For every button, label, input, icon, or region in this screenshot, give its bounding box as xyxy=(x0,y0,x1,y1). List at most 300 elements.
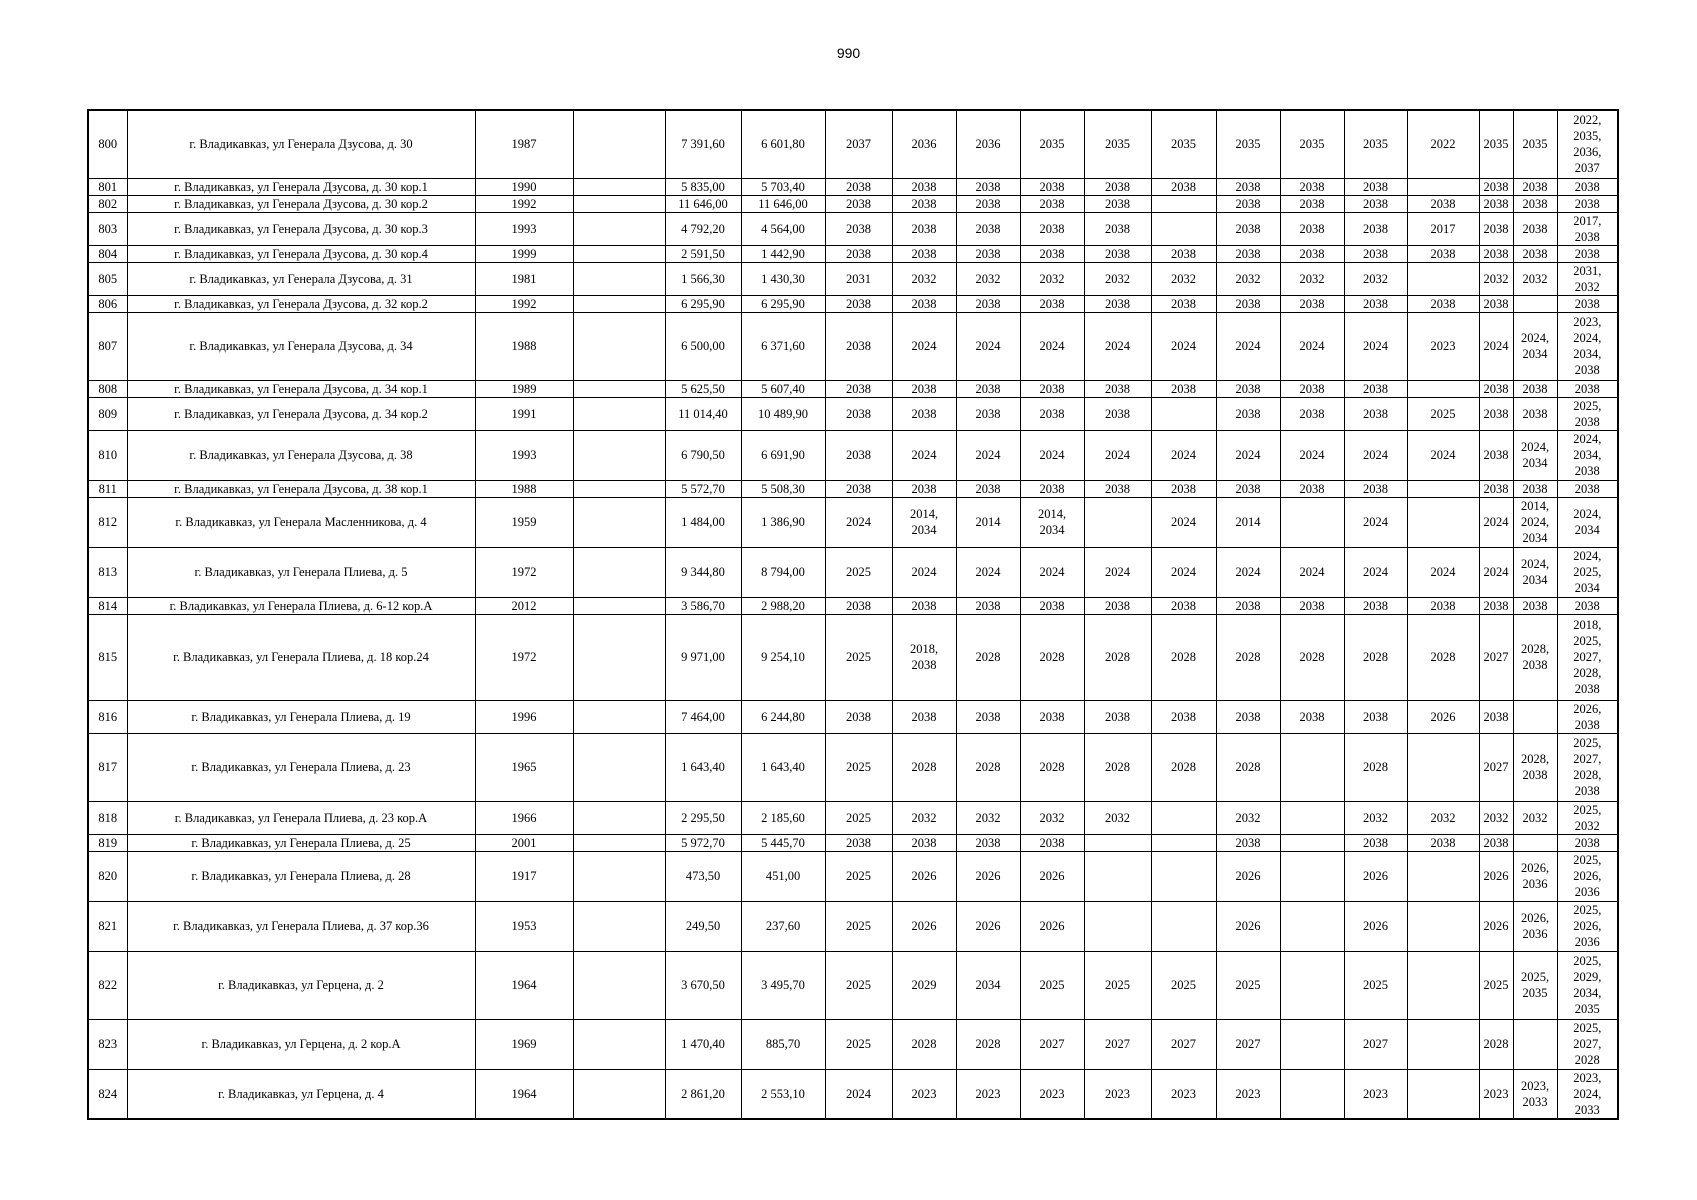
repair-year-cell: 2032 xyxy=(1020,262,1084,295)
repair-year-cell: 2025 xyxy=(1344,951,1407,1019)
living-area-cell: 1 442,90 xyxy=(741,245,825,262)
repair-year-cell: 2038 xyxy=(1084,195,1151,212)
summary-years-cell: 2031, 2032 xyxy=(1557,262,1618,295)
living-area-cell: 2 553,10 xyxy=(741,1069,825,1119)
repair-year-cell: 2023 xyxy=(892,1069,956,1119)
repair-year-cell: 2024 xyxy=(1407,430,1479,480)
repair-year-cell: 2024 xyxy=(1020,547,1084,597)
repair-year-cell: 2038 xyxy=(1513,195,1557,212)
address-cell: г. Владикавказ, ул Герцена, д. 4 xyxy=(127,1069,475,1119)
repair-year-cell: 2024, 2034 xyxy=(1513,547,1557,597)
empty-cell xyxy=(573,497,665,547)
build-year-cell: 1964 xyxy=(475,951,573,1019)
row-number: 808 xyxy=(88,380,127,397)
repair-year-cell xyxy=(1084,851,1151,901)
repair-year-cell: 2038 xyxy=(825,397,892,430)
repair-year-cell: 2038 xyxy=(1020,195,1084,212)
repair-year-cell: 2032 xyxy=(1084,262,1151,295)
summary-years-cell: 2038 xyxy=(1557,245,1618,262)
repair-year-cell: 2025 xyxy=(825,733,892,801)
repair-year-cell: 2038 xyxy=(825,178,892,195)
living-area-cell: 11 646,00 xyxy=(741,195,825,212)
repair-year-cell: 2024 xyxy=(1151,547,1216,597)
repair-year-cell xyxy=(1280,1069,1344,1119)
empty-cell xyxy=(573,851,665,901)
repair-year-cell: 2038 xyxy=(1020,380,1084,397)
total-area-cell: 6 790,50 xyxy=(665,430,741,480)
repair-year-cell: 2038 xyxy=(1020,245,1084,262)
repair-year-cell xyxy=(1151,212,1216,245)
repair-year-cell: 2038 xyxy=(1280,245,1344,262)
repair-year-cell xyxy=(1151,195,1216,212)
empty-cell xyxy=(573,700,665,733)
repair-year-cell: 2038 xyxy=(1020,397,1084,430)
living-area-cell: 237,60 xyxy=(741,901,825,951)
repair-year-cell: 2025 xyxy=(1479,951,1513,1019)
repair-year-cell: 2038 xyxy=(825,700,892,733)
repair-year-cell: 2032 xyxy=(1280,262,1344,295)
row-number: 804 xyxy=(88,245,127,262)
table-row xyxy=(88,397,1618,430)
repair-year-cell: 2038 xyxy=(1479,295,1513,312)
repair-year-cell: 2038 xyxy=(956,397,1020,430)
repair-year-cell: 2038 xyxy=(892,397,956,430)
repair-year-cell: 2038 xyxy=(1020,212,1084,245)
table-row xyxy=(88,1019,1618,1069)
repair-year-cell: 2025 xyxy=(1020,951,1084,1019)
repair-year-cell: 2035 xyxy=(1084,110,1151,178)
empty-cell xyxy=(573,834,665,851)
repair-year-cell: 2028 xyxy=(1479,1019,1513,1069)
table-row xyxy=(88,733,1618,801)
repair-year-cell: 2038 xyxy=(956,597,1020,614)
repair-year-cell: 2038 xyxy=(1344,834,1407,851)
repair-year-cell: 2024 xyxy=(1151,497,1216,547)
repair-year-cell: 2032 xyxy=(892,262,956,295)
repair-year-cell: 2038 xyxy=(1280,295,1344,312)
summary-years-cell: 2018, 2025, 2027, 2028, 2038 xyxy=(1557,614,1618,700)
repair-year-cell: 2038 xyxy=(1479,195,1513,212)
repair-year-cell: 2038 xyxy=(825,430,892,480)
living-area-cell: 5 508,30 xyxy=(741,480,825,497)
total-area-cell: 2 861,20 xyxy=(665,1069,741,1119)
repair-year-cell: 2032 xyxy=(1020,801,1084,834)
table-body xyxy=(88,110,1618,1119)
repair-year-cell: 2026 xyxy=(1479,901,1513,951)
living-area-cell: 6 371,60 xyxy=(741,312,825,380)
repair-year-cell: 2024 xyxy=(956,430,1020,480)
repair-year-cell: 2038 xyxy=(1084,700,1151,733)
empty-cell xyxy=(573,547,665,597)
repair-year-cell: 2038 xyxy=(1513,597,1557,614)
repair-year-cell: 2023 xyxy=(1151,1069,1216,1119)
empty-cell xyxy=(573,380,665,397)
repair-year-cell: 2026 xyxy=(1020,901,1084,951)
repair-year-cell: 2024 xyxy=(956,312,1020,380)
repair-year-cell: 2038 xyxy=(1020,597,1084,614)
row-number: 806 xyxy=(88,295,127,312)
repair-year-cell: 2017 xyxy=(1407,212,1479,245)
repair-year-cell: 2023 xyxy=(1344,1069,1407,1119)
row-number: 816 xyxy=(88,700,127,733)
row-number: 819 xyxy=(88,834,127,851)
table-row xyxy=(88,195,1618,212)
table-row xyxy=(88,547,1618,597)
repair-year-cell xyxy=(1407,951,1479,1019)
repair-year-cell xyxy=(1084,497,1151,547)
repair-year-cell: 2024 xyxy=(1084,430,1151,480)
repair-year-cell: 2024 xyxy=(1084,547,1151,597)
repair-year-cell: 2027 xyxy=(1479,614,1513,700)
summary-years-cell: 2025, 2027, 2028, 2038 xyxy=(1557,733,1618,801)
repair-year-cell: 2038 xyxy=(1020,834,1084,851)
empty-cell xyxy=(573,1069,665,1119)
total-area-cell: 5 572,70 xyxy=(665,480,741,497)
build-year-cell: 1992 xyxy=(475,195,573,212)
empty-cell xyxy=(573,195,665,212)
repair-year-cell: 2023 xyxy=(1084,1069,1151,1119)
repair-year-cell: 2032 xyxy=(1513,262,1557,295)
repair-year-cell: 2026, 2036 xyxy=(1513,851,1557,901)
total-area-cell: 249,50 xyxy=(665,901,741,951)
address-cell: г. Владикавказ, ул Герцена, д. 2 кор.А xyxy=(127,1019,475,1069)
build-year-cell: 1981 xyxy=(475,262,573,295)
row-number: 817 xyxy=(88,733,127,801)
summary-years-cell: 2038 xyxy=(1557,295,1618,312)
total-area-cell: 9 971,00 xyxy=(665,614,741,700)
repair-year-cell: 2014 xyxy=(956,497,1020,547)
repair-year-cell: 2024 xyxy=(1216,547,1280,597)
repair-year-cell: 2024 xyxy=(1020,430,1084,480)
repair-year-cell: 2024 xyxy=(1344,547,1407,597)
row-number: 821 xyxy=(88,901,127,951)
repair-year-cell xyxy=(1513,834,1557,851)
repair-year-cell: 2038 xyxy=(1479,700,1513,733)
total-area-cell: 11 014,40 xyxy=(665,397,741,430)
total-area-cell: 11 646,00 xyxy=(665,195,741,212)
repair-year-cell: 2025 xyxy=(1407,397,1479,430)
repair-year-cell: 2023 xyxy=(956,1069,1020,1119)
total-area-cell: 1 643,40 xyxy=(665,733,741,801)
repair-year-cell: 2038 xyxy=(1280,212,1344,245)
repair-year-cell xyxy=(1407,480,1479,497)
summary-years-cell: 2026, 2038 xyxy=(1557,700,1618,733)
address-cell: г. Владикавказ, ул Генерала Дзусова, д. 30 кор.4 xyxy=(127,245,475,262)
repair-year-cell xyxy=(1151,901,1216,951)
repair-year-cell: 2032 xyxy=(1151,262,1216,295)
repair-year-cell: 2038 xyxy=(1280,397,1344,430)
repair-year-cell: 2038 xyxy=(1344,212,1407,245)
repair-year-cell: 2032 xyxy=(1084,801,1151,834)
repair-year-cell: 2025 xyxy=(1084,951,1151,1019)
address-cell: г. Владикавказ, ул Генерала Масленникова, д. 4 xyxy=(127,497,475,547)
row-number: 822 xyxy=(88,951,127,1019)
repair-year-cell: 2038 xyxy=(1216,597,1280,614)
repair-year-cell: 2038 xyxy=(892,597,956,614)
build-year-cell: 2001 xyxy=(475,834,573,851)
address-cell: г. Владикавказ, ул Генерала Плиева, д. 5 xyxy=(127,547,475,597)
repair-year-cell: 2038 xyxy=(1216,380,1280,397)
address-cell: г. Владикавказ, ул Генерала Дзусова, д. 34 кор.1 xyxy=(127,380,475,397)
repair-year-cell: 2029 xyxy=(892,951,956,1019)
repair-year-cell: 2038 xyxy=(1151,480,1216,497)
repair-year-cell xyxy=(1084,834,1151,851)
build-year-cell: 1987 xyxy=(475,110,573,178)
row-number: 824 xyxy=(88,1069,127,1119)
address-cell: г. Владикавказ, ул Генерала Плиева, д. 28 xyxy=(127,851,475,901)
summary-years-cell: 2038 xyxy=(1557,480,1618,497)
repair-year-cell xyxy=(1407,380,1479,397)
repair-year-cell: 2038 xyxy=(1280,178,1344,195)
repair-year-cell: 2038 xyxy=(1407,597,1479,614)
repair-year-cell: 2038 xyxy=(1216,480,1280,497)
repair-year-cell: 2038 xyxy=(1479,212,1513,245)
repair-year-cell: 2038 xyxy=(1151,178,1216,195)
repair-year-cell: 2025 xyxy=(825,951,892,1019)
address-cell: г. Владикавказ, ул Генерала Дзусова, д. 30 кор.1 xyxy=(127,178,475,195)
repair-year-cell: 2024 xyxy=(1216,430,1280,480)
repair-year-cell: 2038 xyxy=(1479,397,1513,430)
table-row xyxy=(88,801,1618,834)
repair-year-cell: 2038 xyxy=(1020,480,1084,497)
repair-year-cell: 2032 xyxy=(1216,262,1280,295)
repair-year-cell xyxy=(1407,1069,1479,1119)
repair-year-cell: 2035 xyxy=(1479,110,1513,178)
empty-cell xyxy=(573,397,665,430)
repair-year-cell: 2038 xyxy=(1344,480,1407,497)
repair-year-cell: 2038 xyxy=(1216,834,1280,851)
table-row xyxy=(88,312,1618,380)
repair-year-cell xyxy=(1280,1019,1344,1069)
repair-year-cell: 2038 xyxy=(1479,597,1513,614)
table-row xyxy=(88,480,1618,497)
repair-year-cell: 2038 xyxy=(1407,834,1479,851)
repair-year-cell: 2038 xyxy=(892,178,956,195)
empty-cell xyxy=(573,262,665,295)
table-row xyxy=(88,295,1618,312)
table-row xyxy=(88,497,1618,547)
row-number: 807 xyxy=(88,312,127,380)
repair-year-cell: 2023 xyxy=(1216,1069,1280,1119)
address-cell: г. Владикавказ, ул Генерала Дзусова, д. 34 xyxy=(127,312,475,380)
repair-year-cell: 2038 xyxy=(1513,380,1557,397)
row-number: 802 xyxy=(88,195,127,212)
repair-year-cell: 2038 xyxy=(1216,295,1280,312)
table-row xyxy=(88,245,1618,262)
empty-cell xyxy=(573,212,665,245)
build-year-cell: 1953 xyxy=(475,901,573,951)
repair-year-cell xyxy=(1513,700,1557,733)
repair-year-cell: 2024 xyxy=(1344,430,1407,480)
empty-cell xyxy=(573,951,665,1019)
repair-year-cell: 2028 xyxy=(956,733,1020,801)
repair-year-cell: 2038 xyxy=(1216,397,1280,430)
repair-year-cell: 2032 xyxy=(1479,801,1513,834)
living-area-cell: 451,00 xyxy=(741,851,825,901)
repair-year-cell: 2038 xyxy=(1216,245,1280,262)
repair-year-cell: 2038 xyxy=(1216,195,1280,212)
table-row xyxy=(88,700,1618,733)
table-row xyxy=(88,430,1618,480)
table-row xyxy=(88,380,1618,397)
table-row xyxy=(88,262,1618,295)
build-year-cell: 1989 xyxy=(475,380,573,397)
repair-year-cell: 2024 xyxy=(1479,547,1513,597)
repair-year-cell: 2038 xyxy=(1407,195,1479,212)
address-cell: г. Владикавказ, ул Генерала Дзусова, д. 38 кор.1 xyxy=(127,480,475,497)
summary-years-cell: 2025, 2027, 2028 xyxy=(1557,1019,1618,1069)
repair-year-cell xyxy=(1407,497,1479,547)
empty-cell xyxy=(573,733,665,801)
build-year-cell: 1969 xyxy=(475,1019,573,1069)
table-row xyxy=(88,851,1618,901)
total-area-cell: 3 670,50 xyxy=(665,951,741,1019)
row-number: 811 xyxy=(88,480,127,497)
living-area-cell: 1 643,40 xyxy=(741,733,825,801)
table-row xyxy=(88,597,1618,614)
repair-year-cell: 2038 xyxy=(1344,397,1407,430)
repair-year-cell: 2038 xyxy=(956,195,1020,212)
repair-year-cell: 2038 xyxy=(1479,430,1513,480)
repair-year-cell: 2028 xyxy=(1280,614,1344,700)
repair-year-cell: 2026 xyxy=(956,901,1020,951)
repair-year-cell: 2035 xyxy=(1216,110,1280,178)
empty-cell xyxy=(573,901,665,951)
repair-year-cell xyxy=(1407,851,1479,901)
summary-years-cell: 2023, 2024, 2033 xyxy=(1557,1069,1618,1119)
repair-year-cell: 2038 xyxy=(1151,295,1216,312)
row-number: 818 xyxy=(88,801,127,834)
repair-year-cell: 2018, 2038 xyxy=(892,614,956,700)
repair-year-cell: 2038 xyxy=(892,245,956,262)
repair-year-cell: 2038 xyxy=(1280,597,1344,614)
repair-year-cell: 2026 xyxy=(892,851,956,901)
address-cell: г. Владикавказ, ул Генерала Плиева, д. 18 кор.24 xyxy=(127,614,475,700)
summary-years-cell: 2024, 2025, 2034 xyxy=(1557,547,1618,597)
empty-cell xyxy=(573,480,665,497)
build-year-cell: 1991 xyxy=(475,397,573,430)
repair-year-cell: 2036 xyxy=(956,110,1020,178)
address-cell: г. Владикавказ, ул Генерала Дзусова, д. 30 кор.3 xyxy=(127,212,475,245)
row-number: 801 xyxy=(88,178,127,195)
repair-year-cell: 2028 xyxy=(1216,733,1280,801)
repair-year-cell: 2038 xyxy=(1344,245,1407,262)
living-area-cell: 6 295,90 xyxy=(741,295,825,312)
repair-year-cell: 2038 xyxy=(956,212,1020,245)
repair-year-cell: 2023 xyxy=(1407,312,1479,380)
repair-year-cell: 2038 xyxy=(825,312,892,380)
repair-year-cell: 2032 xyxy=(1479,262,1513,295)
repair-year-cell: 2024 xyxy=(1280,430,1344,480)
repair-year-cell: 2024 xyxy=(1280,547,1344,597)
living-area-cell: 6 601,80 xyxy=(741,110,825,178)
living-area-cell: 1 386,90 xyxy=(741,497,825,547)
row-number: 800 xyxy=(88,110,127,178)
repair-year-cell: 2038 xyxy=(1151,597,1216,614)
row-number: 810 xyxy=(88,430,127,480)
repair-year-cell: 2026 xyxy=(1344,901,1407,951)
repair-year-cell xyxy=(1151,851,1216,901)
repair-year-cell: 2014 xyxy=(1216,497,1280,547)
repair-year-cell xyxy=(1280,901,1344,951)
repair-year-cell xyxy=(1280,834,1344,851)
build-year-cell: 1988 xyxy=(475,480,573,497)
repair-year-cell: 2038 xyxy=(1513,397,1557,430)
repair-year-cell: 2038 xyxy=(1344,597,1407,614)
repair-year-cell: 2038 xyxy=(1280,195,1344,212)
repair-year-cell xyxy=(1151,834,1216,851)
build-year-cell: 1965 xyxy=(475,733,573,801)
repair-year-cell: 2038 xyxy=(1216,700,1280,733)
repair-year-cell: 2028 xyxy=(956,1019,1020,1069)
repair-year-cell: 2032 xyxy=(1344,262,1407,295)
table-row xyxy=(88,951,1618,1019)
repair-year-cell: 2038 xyxy=(1479,178,1513,195)
row-number: 814 xyxy=(88,597,127,614)
address-cell: г. Владикавказ, ул Генерала Дзусова, д. 34 кор.2 xyxy=(127,397,475,430)
summary-years-cell: 2038 xyxy=(1557,380,1618,397)
address-cell: г. Владикавказ, ул Генерала Дзусова, д. 32 кор.2 xyxy=(127,295,475,312)
repair-year-cell: 2024 xyxy=(892,547,956,597)
repair-year-cell: 2014, 2034 xyxy=(1020,497,1084,547)
repair-year-cell: 2028 xyxy=(1151,733,1216,801)
repair-year-cell xyxy=(1280,851,1344,901)
repair-year-cell: 2025, 2035 xyxy=(1513,951,1557,1019)
repair-year-cell: 2027 xyxy=(1216,1019,1280,1069)
repair-year-cell: 2014, 2034 xyxy=(892,497,956,547)
repair-year-cell xyxy=(1280,801,1344,834)
repair-year-cell: 2038 xyxy=(825,380,892,397)
summary-years-cell: 2017, 2038 xyxy=(1557,212,1618,245)
row-number: 805 xyxy=(88,262,127,295)
repair-year-cell: 2024 xyxy=(892,312,956,380)
living-area-cell: 6 244,80 xyxy=(741,700,825,733)
repair-year-cell: 2038 xyxy=(1344,700,1407,733)
repair-year-cell: 2023 xyxy=(1020,1069,1084,1119)
summary-years-cell: 2025, 2026, 2036 xyxy=(1557,851,1618,901)
address-cell: г. Владикавказ, ул Генерала Дзусова, д. 38 xyxy=(127,430,475,480)
repair-year-cell: 2025 xyxy=(825,851,892,901)
table-row xyxy=(88,212,1618,245)
repair-year-cell: 2024 xyxy=(825,1069,892,1119)
summary-years-cell: 2024, 2034, 2038 xyxy=(1557,430,1618,480)
build-year-cell: 1988 xyxy=(475,312,573,380)
build-year-cell: 2012 xyxy=(475,597,573,614)
repair-year-cell: 2038 xyxy=(1084,397,1151,430)
repair-year-cell: 2026 xyxy=(1216,901,1280,951)
build-year-cell: 1990 xyxy=(475,178,573,195)
repair-year-cell: 2038 xyxy=(956,380,1020,397)
empty-cell xyxy=(573,801,665,834)
repair-year-cell: 2038 xyxy=(956,178,1020,195)
total-area-cell: 1 470,40 xyxy=(665,1019,741,1069)
summary-years-cell: 2022, 2035, 2036, 2037 xyxy=(1557,110,1618,178)
repair-year-cell: 2026 xyxy=(892,901,956,951)
table-row xyxy=(88,110,1618,178)
address-cell: г. Владикавказ, ул Генерала Плиева, д. 19 xyxy=(127,700,475,733)
address-cell: г. Владикавказ, ул Генерала Плиева, д. 23 кор.А xyxy=(127,801,475,834)
repair-year-cell: 2038 xyxy=(1513,212,1557,245)
total-area-cell: 6 295,90 xyxy=(665,295,741,312)
repair-year-cell: 2025 xyxy=(825,614,892,700)
address-cell: г. Владикавказ, ул Генерала Плиева, д. 37 кор.36 xyxy=(127,901,475,951)
repair-year-cell: 2026 xyxy=(1407,700,1479,733)
repair-year-cell: 2038 xyxy=(1084,245,1151,262)
repair-year-cell: 2038 xyxy=(1407,245,1479,262)
living-area-cell: 1 430,30 xyxy=(741,262,825,295)
address-cell: г. Владикавказ, ул Генерала Дзусова, д. 31 xyxy=(127,262,475,295)
row-number: 823 xyxy=(88,1019,127,1069)
